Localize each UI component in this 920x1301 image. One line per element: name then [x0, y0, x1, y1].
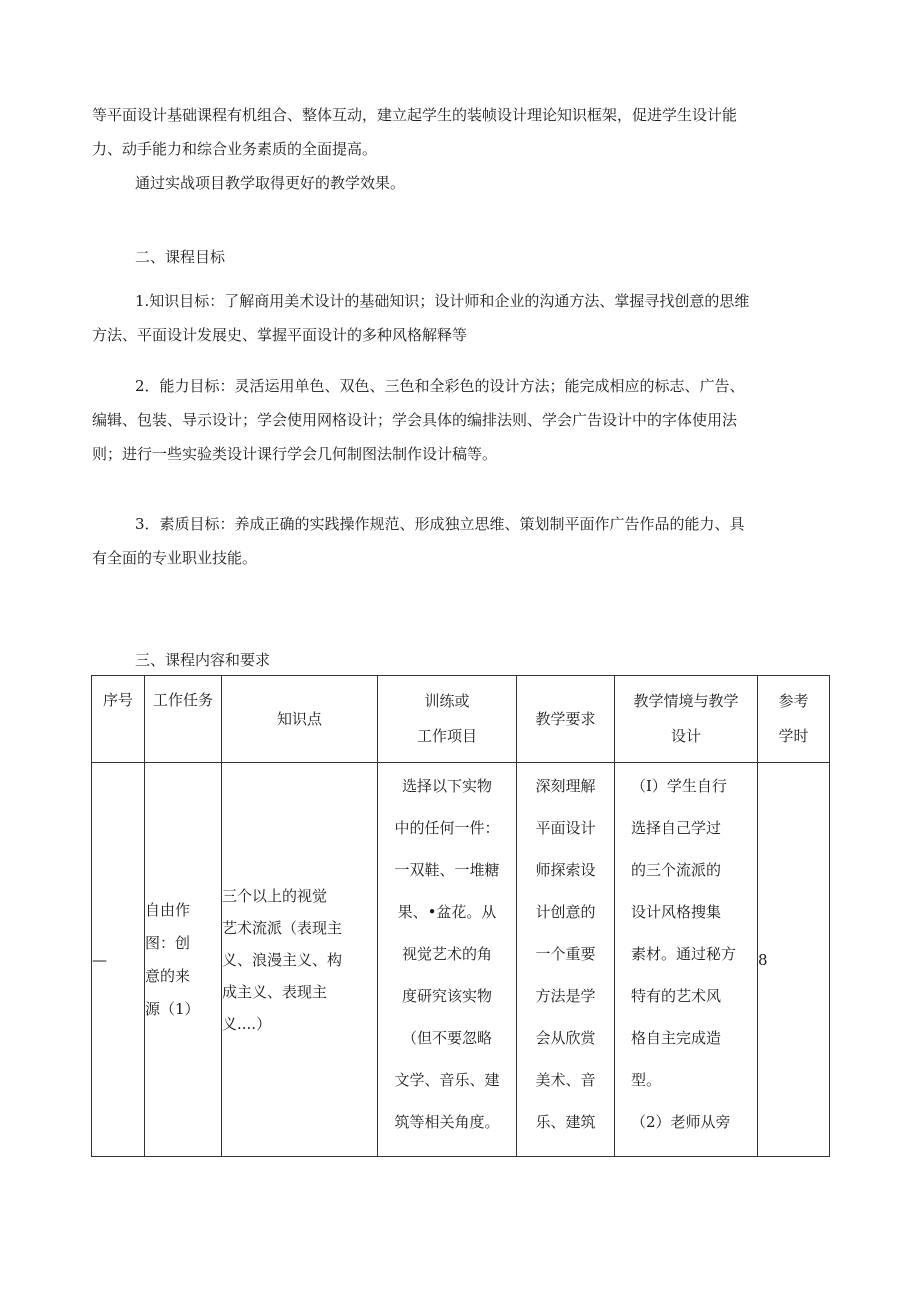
cell-line: 文学、音乐、建 [394, 1071, 500, 1089]
cell-line: 视觉艺术的角 [401, 945, 492, 963]
knowledge-goal-paragraph [92, 284, 830, 352]
text-line: 则；进行一些实验类设计课行学会几何制图法制作设计稿等。 [92, 445, 498, 463]
text-line: 2．能力目标：灵活运用单色、双色、三色和全彩色的设计方法；能完成相应的标志、广告、 [135, 377, 745, 395]
intro-paragraph [92, 98, 830, 166]
header-task [145, 676, 222, 763]
header-hours [758, 676, 830, 763]
cell-line: 一双鞋、一堆糖 [394, 861, 500, 879]
cell-task [145, 763, 222, 1157]
cell-line: 三个以上的视觉 [222, 886, 328, 905]
effect-paragraph [92, 166, 830, 200]
hours-value: 8 [758, 950, 768, 969]
header-text: 设计 [670, 727, 701, 745]
cell-line: 图：创 [145, 933, 191, 952]
header-text: 工作项目 [416, 727, 477, 745]
heading-text: 三、课程内容和要求 [135, 651, 271, 669]
cell-line: 选择自己学过 [631, 819, 722, 837]
header-design [615, 676, 758, 763]
cell-line: 格自主完成造 [631, 1029, 722, 1047]
course-content-table [91, 675, 830, 1157]
header-text: 教学情境与教学 [633, 692, 739, 710]
cell-line: 一个重要 [535, 945, 596, 963]
text-line: 有全面的专业职业技能。 [92, 549, 258, 567]
cell-line: 平面设计 [535, 819, 596, 837]
cell-line: 的三个流派的 [631, 861, 722, 879]
cell-line: 义、浪漫主义、构 [222, 950, 343, 969]
text-line: 等平面设计基础课程有机组合、整体互动，建立起学生的装帧设计理论知识框架，促进学生设计能 [92, 106, 738, 124]
text-line: 编辑、包装、导示设计；学会使用网格设计；学会具体的编排法则、学会广告设计中的字体使用法 [92, 411, 738, 429]
header-seq [92, 676, 145, 763]
text-line: 3．素质目标：养成正确的实践操作规范、形成独立思维、策划制平面作广告作品的能力、具 [135, 515, 745, 533]
header-knowledge [222, 676, 378, 763]
header-requirement [517, 676, 615, 763]
cell-line: 设计风格搜集 [631, 903, 722, 921]
cell-line: 果、•盆花。从 [397, 903, 497, 921]
cell-line: 选择以下实物 [401, 777, 492, 795]
cell-line: 会从欣赏 [535, 1029, 596, 1047]
table-row [92, 763, 830, 1157]
ability-goal-paragraph [92, 369, 830, 471]
cell-line: 筑等相关角度。 [394, 1113, 500, 1131]
cell-line: 特有的艺术风 [631, 987, 722, 1005]
cell-line: 义....） [222, 1014, 272, 1033]
header-text: 知识点 [276, 710, 322, 728]
cell-line: 师探索设 [535, 861, 596, 879]
cell-line: 方法是学 [535, 987, 596, 1005]
header-training [378, 676, 517, 763]
header-text: 工作任务 [152, 691, 213, 709]
cell-line: 源（1） [145, 999, 200, 1018]
header-text: 训练或 [424, 692, 470, 710]
text-line: 1.知识目标：了解商用美术设计的基础知识；设计师和企业的沟通方法、掌握寻找创意的思维 [135, 292, 750, 310]
seq-value: — [92, 950, 107, 969]
cell-line: 中的任何一件： [394, 819, 500, 837]
cell-line: 度研究该实物 [401, 987, 492, 1005]
cell-knowledge [222, 763, 378, 1157]
cell-line: 成主义、表现主 [222, 982, 328, 1001]
text-line: 通过实战项目教学取得更好的教学效果。 [135, 174, 406, 192]
quality-goal-paragraph [92, 507, 830, 575]
header-text: 教学要求 [535, 710, 596, 728]
cell-requirement [517, 763, 615, 1157]
cell-line: 素材。通过秘方 [631, 945, 737, 963]
cell-line: 型。 [631, 1071, 662, 1089]
cell-hours [758, 763, 830, 1157]
cell-line: 自由作 [145, 900, 191, 919]
cell-line: （2）老师从旁 [631, 1113, 731, 1131]
text-line: 力、动手能力和综合业务素质的全面提高。 [92, 140, 378, 158]
cell-line: 美术、音 [535, 1071, 596, 1089]
text-line: 方法、平面设计发展史、掌握平面设计的多种风格解释等 [92, 326, 468, 344]
header-text: 参考 [778, 692, 809, 710]
heading-text: 二、课程目标 [135, 248, 226, 266]
cell-line: 计创意的 [535, 903, 596, 921]
cell-training [378, 763, 517, 1157]
section-2-heading [92, 240, 830, 274]
header-text: 学时 [778, 727, 809, 745]
cell-seq [92, 763, 145, 1157]
header-text: 序号 [102, 691, 133, 709]
cell-design [615, 763, 758, 1157]
table-header-row [92, 676, 830, 763]
cell-line: 艺术流派（表现主 [222, 918, 343, 937]
cell-line: 意的来 [145, 966, 191, 985]
cell-line: （I）学生自行 [631, 777, 727, 795]
cell-line: 深刻理解 [535, 777, 596, 795]
cell-line: 乐、建筑 [535, 1113, 596, 1131]
section-3-heading [92, 646, 830, 674]
cell-line: （但不要忽略 [401, 1029, 492, 1047]
